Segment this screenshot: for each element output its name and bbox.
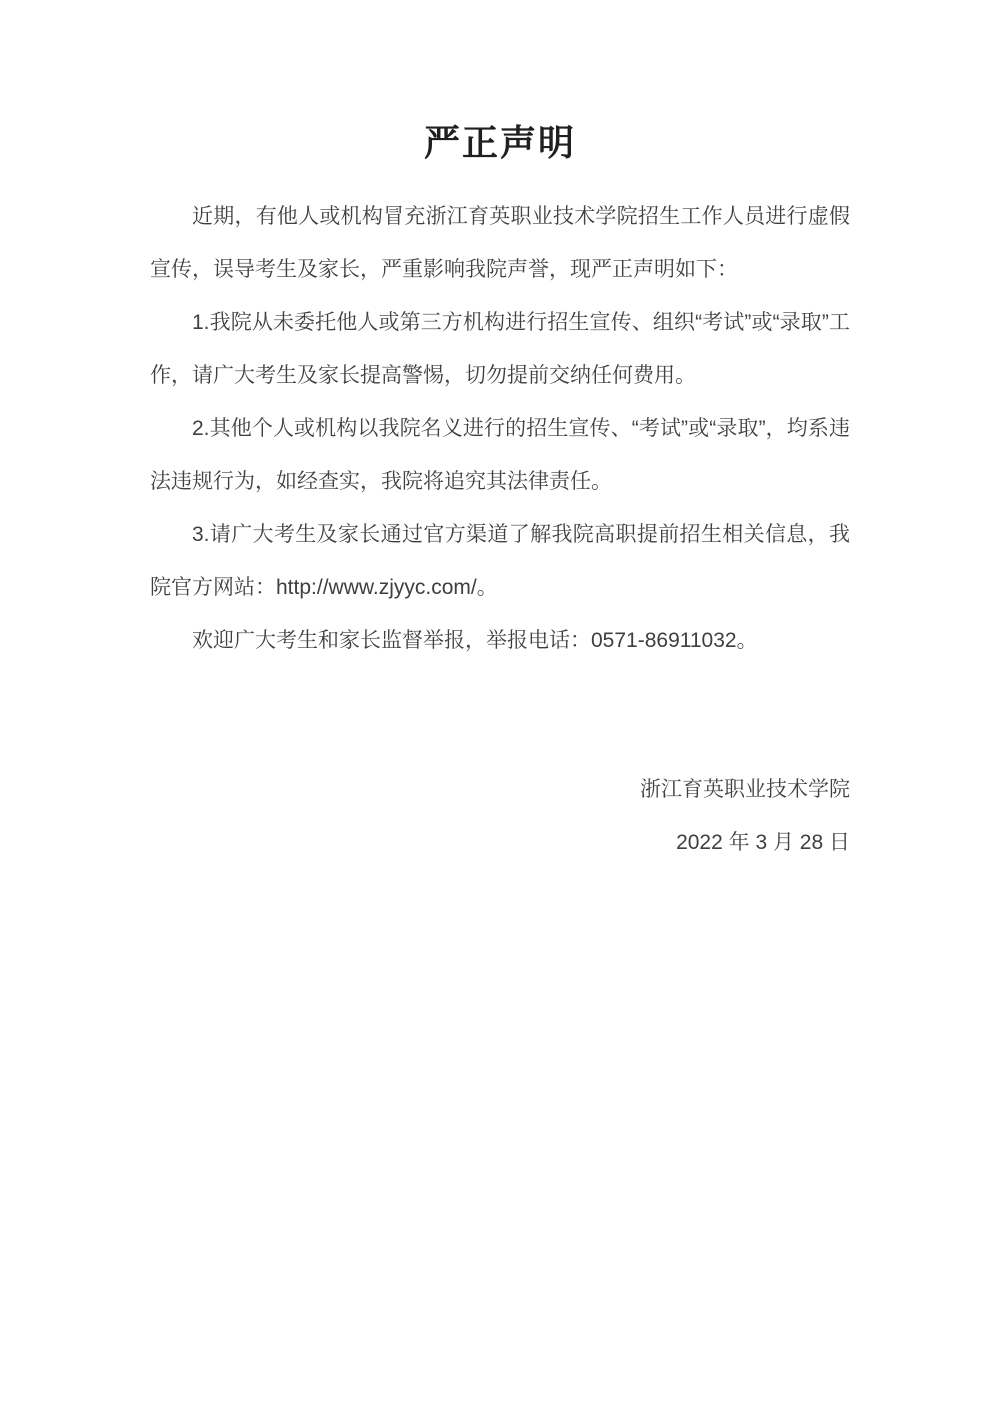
paragraph-intro: 近期，有他人或机构冒充浙江育英职业技术学院招生工作人员进行虚假宣传，误导考生及家长，严重影响我院声誉，现严正声明如下：	[150, 205, 850, 281]
paragraph-item-2: 2.其他个人或机构以我院名义进行的招生宣传、“考试”或“录取”，均系违法违规行为，如经查实，我院将追究其法律责任。	[150, 417, 850, 493]
paragraph-item-1: 1.我院从未委托他人或第三方机构进行招生宣传、组织“考试”或“录取”工作，请广大考生及家长提高警惕，切勿提前交纳任何费用。	[150, 311, 850, 387]
signature-org: 浙江育英职业技术学院	[640, 778, 850, 801]
signature-block	[150, 763, 850, 869]
document-body	[150, 190, 850, 667]
page-title: 严正声明	[423, 122, 576, 164]
paragraph-report: 欢迎广大考生和家长监督举报，举报电话：0571-86911032。	[192, 629, 758, 652]
signature-date: 2022 年 3 月 28 日	[676, 831, 850, 854]
paragraph-item-3: 3.请广大考生及家长通过官方渠道了解我院高职提前招生相关信息，我院官方网站：http://www.zjyyc.com/。	[150, 523, 850, 599]
